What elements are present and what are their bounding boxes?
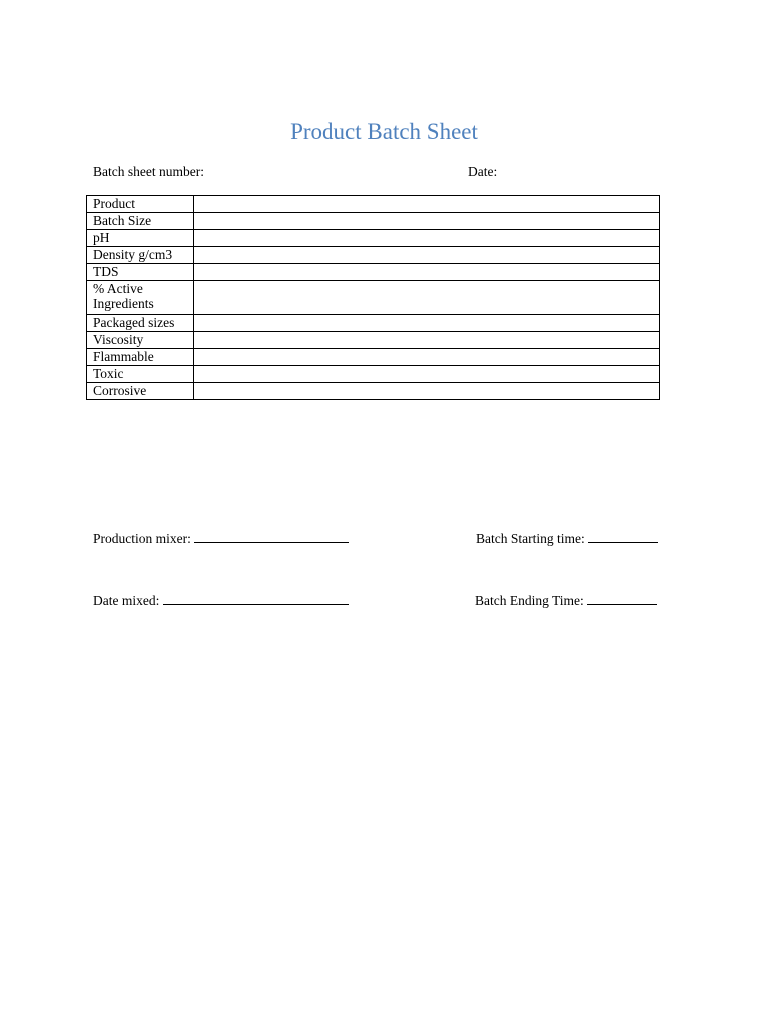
table-row	[87, 230, 660, 247]
row-value-cell[interactable]	[194, 230, 660, 247]
row-label: Batch Size	[87, 213, 194, 230]
row-label: Product	[87, 196, 194, 213]
table-row	[87, 281, 660, 315]
batch-ending-time-blank[interactable]	[587, 592, 657, 605]
batch-ending-time-field	[475, 592, 657, 609]
row-value-cell[interactable]	[194, 315, 660, 332]
row-label: Density g/cm3	[87, 247, 194, 264]
row-value-cell[interactable]	[194, 264, 660, 281]
table-row	[87, 196, 660, 213]
row-label: pH	[87, 230, 194, 247]
batch-starting-time-blank[interactable]	[588, 530, 658, 543]
row-value-cell[interactable]	[194, 366, 660, 383]
date-label: Date:	[468, 164, 498, 179]
row-label: % Active Ingredients	[87, 281, 194, 315]
row-label: Corrosive	[87, 383, 194, 400]
row-label: TDS	[87, 264, 194, 281]
row-label: Toxic	[87, 366, 194, 383]
batch-sheet-number-label: Batch sheet number:	[93, 164, 204, 179]
table-row	[87, 349, 660, 366]
table-row	[87, 332, 660, 349]
batch-ending-time-label: Batch Ending Time:	[475, 593, 584, 608]
batch-starting-time-field	[476, 530, 658, 547]
row-value-cell[interactable]	[194, 383, 660, 400]
date-mixed-blank[interactable]	[163, 592, 349, 605]
row-value-cell[interactable]	[194, 349, 660, 366]
table-row	[87, 366, 660, 383]
row-value-cell[interactable]	[194, 247, 660, 264]
production-mixer-label: Production mixer:	[93, 531, 191, 546]
batch-starting-time-label: Batch Starting time:	[476, 531, 585, 546]
table-row	[87, 264, 660, 281]
row-value-cell[interactable]	[194, 196, 660, 213]
production-mixer-blank[interactable]	[194, 530, 349, 543]
table-row	[87, 213, 660, 230]
row-value-cell[interactable]	[194, 281, 660, 315]
row-value-cell[interactable]	[194, 213, 660, 230]
production-mixer-field	[93, 530, 349, 547]
document-title: Product Batch Sheet	[290, 119, 478, 144]
row-label: Packaged sizes	[87, 315, 194, 332]
table-row	[87, 383, 660, 400]
product-properties-table	[86, 195, 660, 400]
table-row	[87, 315, 660, 332]
table-row	[87, 247, 660, 264]
date-mixed-field	[93, 592, 349, 609]
row-value-cell[interactable]	[194, 332, 660, 349]
date-mixed-label: Date mixed:	[93, 593, 160, 608]
row-label: Flammable	[87, 349, 194, 366]
row-label: Viscosity	[87, 332, 194, 349]
